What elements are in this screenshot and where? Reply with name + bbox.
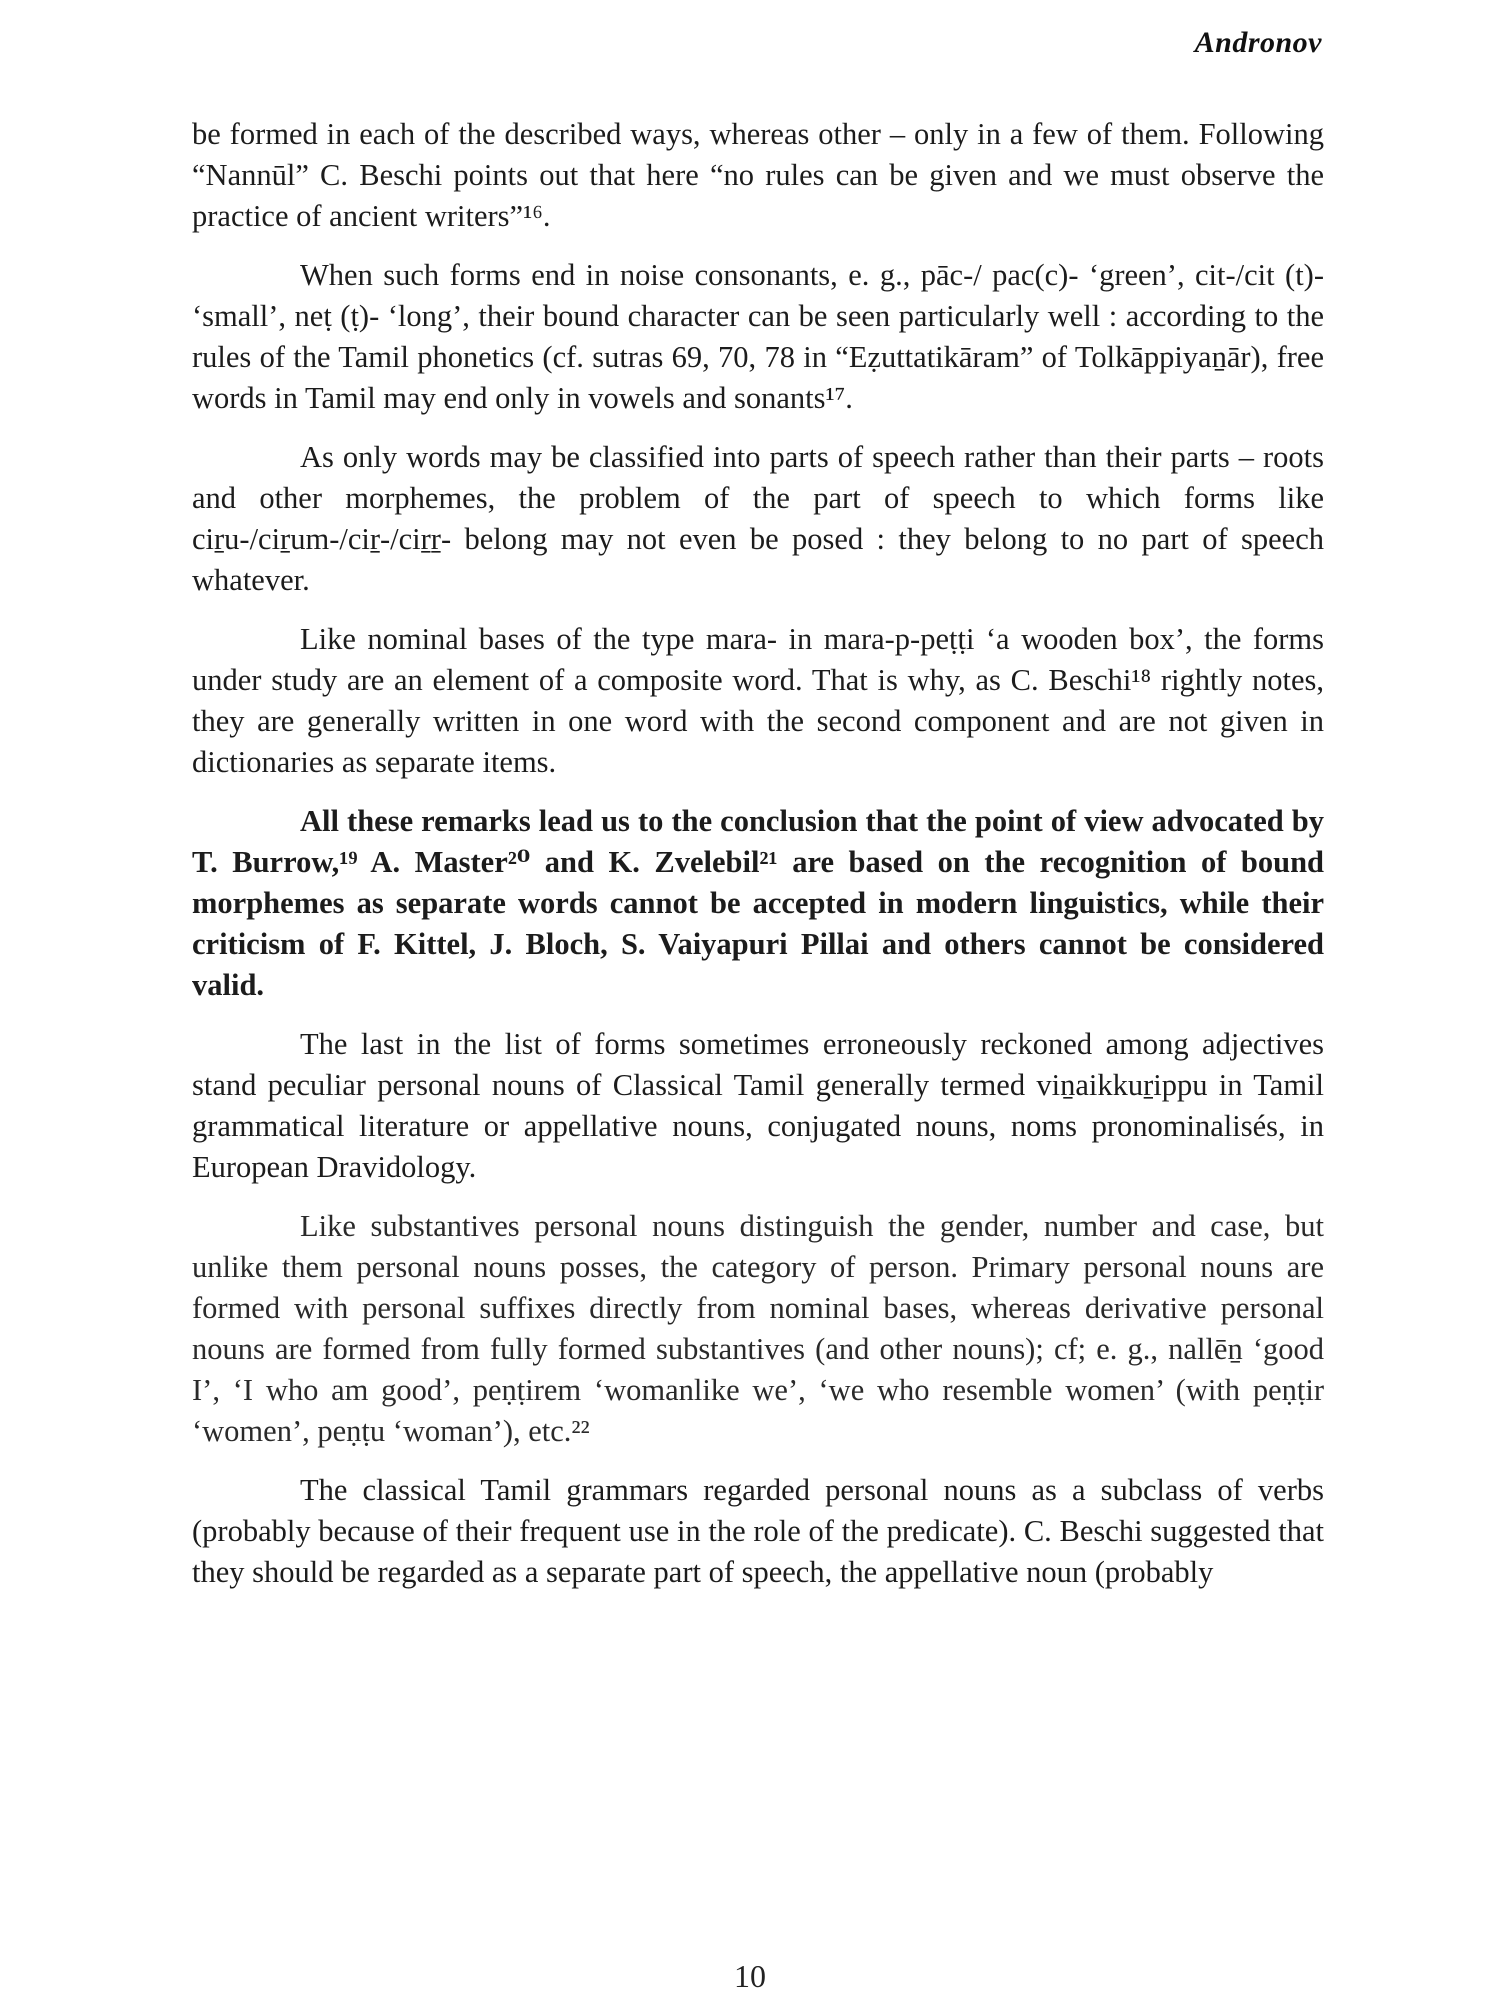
paragraph-4: Like nominal bases of the type mara- in mara-p-peṭṭi ‘a wooden box’, the forms under study are an element of a composite word. That is why, as C. Beschi¹⁸ rightly notes, they are generally written in one word with the second component and are not given in dictionaries as separate items. xyxy=(192,622,1324,779)
paragraph-1: be formed in each of the described ways, whereas other – only in a few of them. Following “Nannūl” C. Beschi points out that here “no rules can be given and we must observe the practice of ancient writers”¹⁶. xyxy=(192,117,1324,233)
body-text xyxy=(192,114,1324,1611)
paragraph-7: Like substantives personal nouns distinguish the gender, number and case, but unlike them personal nouns posses, the category of person. Primary personal nouns are formed with personal suffixes directly from nominal bases, whereas derivative personal nouns are formed from fully formed substantives (and other nouns); cf; e. g., nallēṉ ‘good I’, ‘I who am good’, peṇṭirem ‘womanlike we’, ‘we who resemble women’ (with peṇṭir ‘women’, peṇṭu ‘woman’), etc.²² xyxy=(192,1209,1324,1448)
paragraph-3: As only words may be classified into parts of speech rather than their parts – roots and other morphemes, the problem of the part of speech to which forms like ciṟu-/ciṟum-/ciṟ-/ciṟṟ- belong may not even be posed : they belong to no part of speech whatever. xyxy=(192,440,1324,597)
running-head: Andronov xyxy=(1194,26,1322,59)
paragraph-6: The last in the list of forms sometimes erroneously reckoned among adjectives stand peculiar personal nouns of Classical Tamil generally termed viṉaikkuṟippu in Tamil grammatical literature or appellative nouns, conjugated nouns, noms pronominalisés, in European Dravidology. xyxy=(192,1027,1324,1184)
paragraph-2: When such forms end in noise consonants, e. g., pāc-/ pac(c)- ‘green’, cit-/cit (t)- ‘small’, neṭ (ṭ)- ‘long’, their bound character can be seen particularly well : according to the rules of the Tamil phonetics (cf. sutras 69, 70, 78 in “Eẓuttatikāram” of Tolkāppiyaṉār), free words in Tamil may end only in vowels and sonants¹⁷. xyxy=(192,258,1324,415)
page-number: 10 xyxy=(734,1958,766,1994)
paragraph-5: All these remarks lead us to the conclusion that the point of view advocated by T. Burrow,¹⁹ A. Master²⁰ and K. Zvelebil²¹ are based on the recognition of bound morphemes as separate words cannot be accepted in modern linguistics, while their criticism of F. Kittel, J. Bloch, S. Vaiyapuri Pillai and others cannot be considered valid. xyxy=(192,804,1324,1002)
paragraph-8: The classical Tamil grammars regarded personal nouns as a subclass of verbs (probably because of their frequent use in the role of the predicate). C. Beschi suggested that they should be regarded as a separate part of speech, the appellative noun (probably xyxy=(192,1473,1324,1589)
